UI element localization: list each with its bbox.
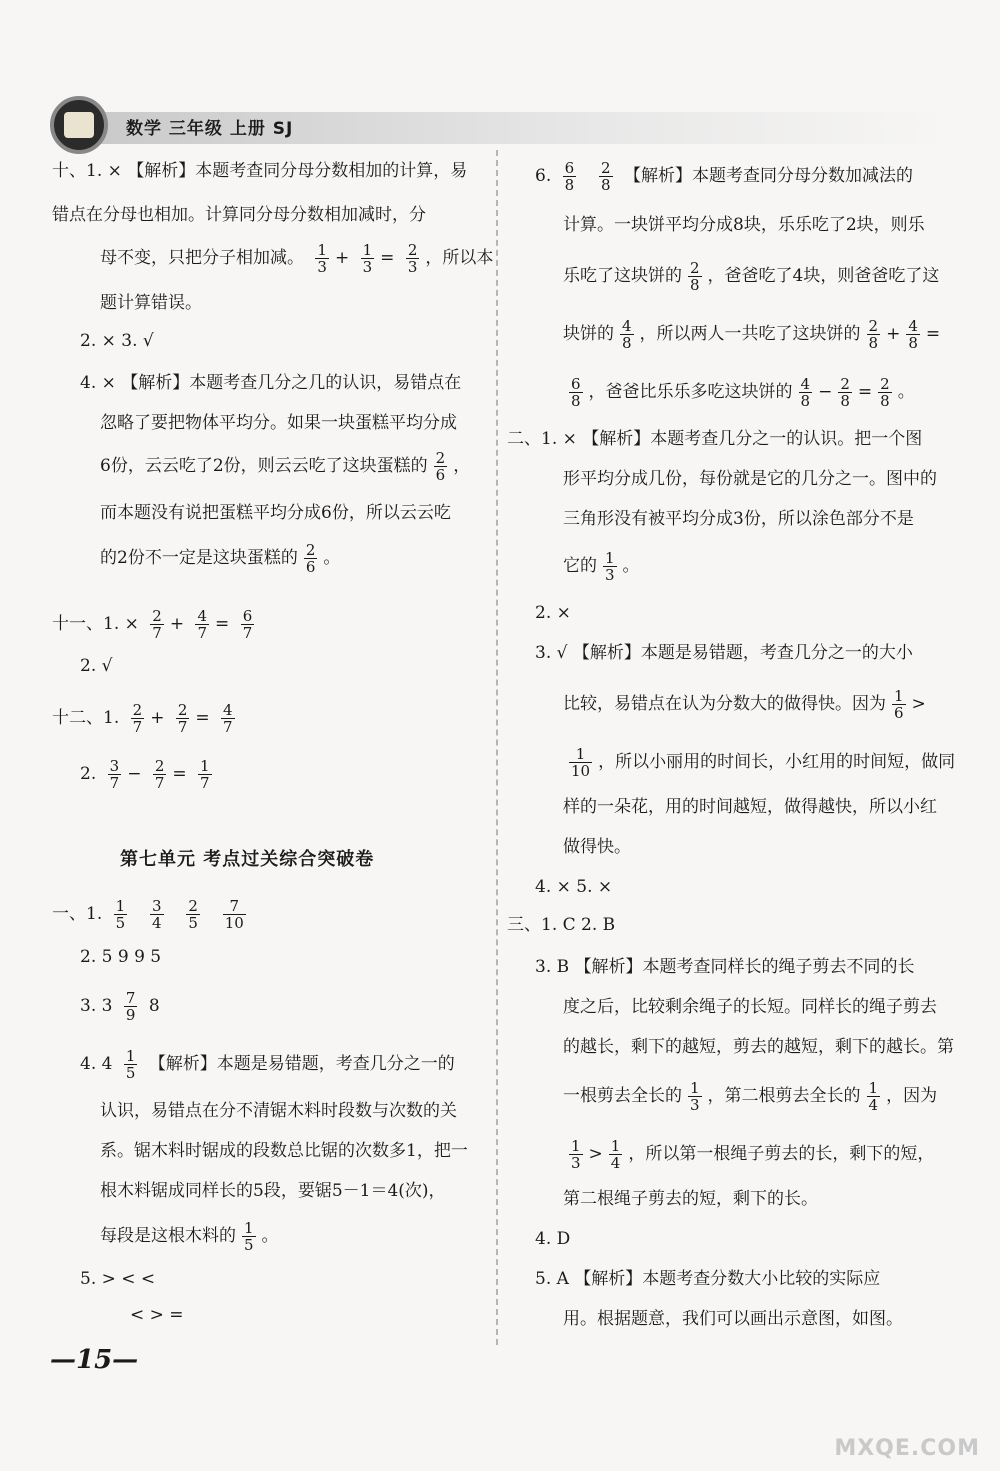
answer-r2-3-line3: $\frac{1}{10}$ ，所以小丽用的时间长，小红用的时间短，做同 [571,745,956,780]
brand-logo-icon [50,96,108,154]
section-heading: 第七单元 考点过关综合突破卷 [120,849,375,870]
answer-r3-3-line1: 3. B 【解析】本题考查同样长的绳子剪去不同的长 [535,957,915,977]
answer-6-line5: $\frac{6}{8}$ ，爸爸比乐乐多吃这块饼的 $\frac{4}{8}$ − $\frac{2}{8}$ = $\frac{2}{8}$ 。 [571,375,915,410]
answer-r2-3-line5: 做得快。 [563,837,631,857]
answer-r2-1-line1: 二、1. × 【解析】本题考查几分之一的认识。把一个图 [507,429,923,449]
answer-r3-4: 4. D [535,1229,571,1249]
answer-r3-3-line2: 度之后，比较剩余绳子的长短。同样长的绳子剪去 [563,997,937,1017]
answer-r2-3-line1: 3. √ 【解析】本题是易错题，考查几分之一的大小 [535,643,913,663]
page-header [40,90,960,160]
answer-s1-4-line2: 认识，易错点在分不清锯木料时段数与次数的关 [100,1101,457,1121]
answer-r2-3-line4: 样的一朵花，用的时间越短，做得越快，所以小红 [563,797,937,817]
page-title: 数学 三年级 上册 SJ [126,119,294,139]
watermark: MXQE.COM [834,1436,980,1461]
answer-r3-3-line3: 的越长，剩下的越短，剪去的越短，剩下的越长。第 [563,1037,954,1057]
answer-10-1-line2: 错点在分母也相加。计算同分母分数相加减时，分 [52,205,426,225]
answer-s1-1: 一、1. $\frac{1}{5}$ $\frac{3}{4}$ $\frac{2}{5}$ $\frac{7}{10}$ [52,897,244,932]
column-divider [496,150,498,1345]
answer-s1-4-line5: 每段是这根木料的 $\frac{1}{5}$ 。 [100,1219,279,1254]
answer-r2-1-line3: 三角形没有被平均分成3份，所以涂色部分不是 [563,509,914,529]
answer-10-1-line1: 十、1. × 【解析】本题考查同分母分数相加的计算，易 [52,161,468,181]
answer-10-4-line2: 忽略了要把物体平均分。如果一块蛋糕平均分成 [100,413,457,433]
answer-12-2: 2. $\frac{3}{7}$ − $\frac{2}{7}$ = $\frac{1}{7}$ [80,757,210,792]
answer-r2-2: 2. × [535,603,571,623]
answer-r2-4-5: 4. × 5. × [535,877,613,897]
answer-10-1-line3: 母不变，只把分子相加减。 $\frac{1}{3}$ + $\frac{1}{3}$ = $\frac{2}{3}$ ，所以本 [100,241,494,276]
answer-s1-4-line3: 系。锯木料时锯成的段数总比锯的次数多1，把一 [100,1141,468,1161]
answer-s1-3: 3. 3 $\frac{7}{9}$ 8 [80,989,160,1024]
answer-10-4-line1: 4. × 【解析】本题考查几分之几的认识，易错点在 [80,373,462,393]
answer-s1-2: 2. 5 9 9 5 [80,947,162,967]
answer-10-4-line4: 而本题没有说把蛋糕平均分成6份，所以云云吃 [100,503,451,523]
answer-r3-3-line6: 第二根绳子剪去的短，剩下的长。 [563,1189,818,1209]
answer-s1-5-line1: 5. > < < [80,1269,156,1289]
answer-10-2-3: 2. × 3. √ [80,331,154,351]
answer-10-1-line4: 题计算错误。 [100,293,202,313]
answer-r2-3-line2: 比较，易错点在认为分数大的做得快。因为 $\frac{1}{6}$ > [563,687,926,722]
answer-12-1: 十二、1. $\frac{2}{7}$ + $\frac{2}{7}$ = $\frac{4}{7}$ [52,701,233,736]
answer-r3-3-line4: 一根剪去全长的 $\frac{1}{3}$ ，第二根剪去全长的 $\frac{1}{4}$ ，因为 [563,1079,938,1114]
answer-s1-4-line1: 4. 4 $\frac{1}{5}$ 【解析】本题是易错题，考查几分之一的 [80,1047,455,1082]
answer-r3-1-2: 三、1. C 2. B [507,915,616,935]
answer-6-line4: 块饼的 $\frac{4}{8}$ ，所以两人一共吃了这块饼的 $\frac{2}{8}$ + $\frac{4}{8}$ = [563,317,941,352]
answer-r2-1-line2: 形平均分成几份，每份就是它的几分之一。图中的 [563,469,937,489]
answer-r3-3-line5: $\frac{1}{3}$ > $\frac{1}{4}$ ，所以第一根绳子剪去的长，剩下的短， [571,1137,935,1172]
answer-s1-4-line4: 根木料锯成同样长的5段，要锯5－1＝4(次)， [100,1181,446,1201]
answer-10-4-line3: 6份，云云吃了2份，则云云吃了这块蛋糕的 $\frac{2}{6}$ ， [100,449,471,484]
answer-6-line3: 乐吃了这块饼的 $\frac{2}{8}$ ，爸爸吃了4块，则爸爸吃了这 [563,259,940,294]
answer-s1-5-line2: < > = [130,1305,184,1325]
answer-6-line2: 计算。一块饼平均分成8块，乐乐吃了2块，则乐 [563,215,925,235]
answer-r3-5-line1: 5. A 【解析】本题考查分数大小比较的实际应 [535,1269,881,1289]
page-number: —15— [50,1345,139,1375]
answer-11-1: 十一、1. × $\frac{2}{7}$ + $\frac{4}{7}$ = $\frac{6}{7}$ [52,607,253,642]
answer-11-2: 2. √ [80,656,113,676]
answer-r2-1-line4: 它的 $\frac{1}{3}$ 。 [563,549,640,584]
answer-6-line1: 6. $\frac{6}{8}$ $\frac{2}{8}$ 【解析】本题考查同分母分数加减法的 [535,159,913,194]
answer-10-4-line5: 的2份不一定是这块蛋糕的 $\frac{2}{6}$ 。 [100,541,341,576]
answer-r3-5-line2: 用。根据题意，我们可以画出示意图，如图。 [563,1309,903,1329]
